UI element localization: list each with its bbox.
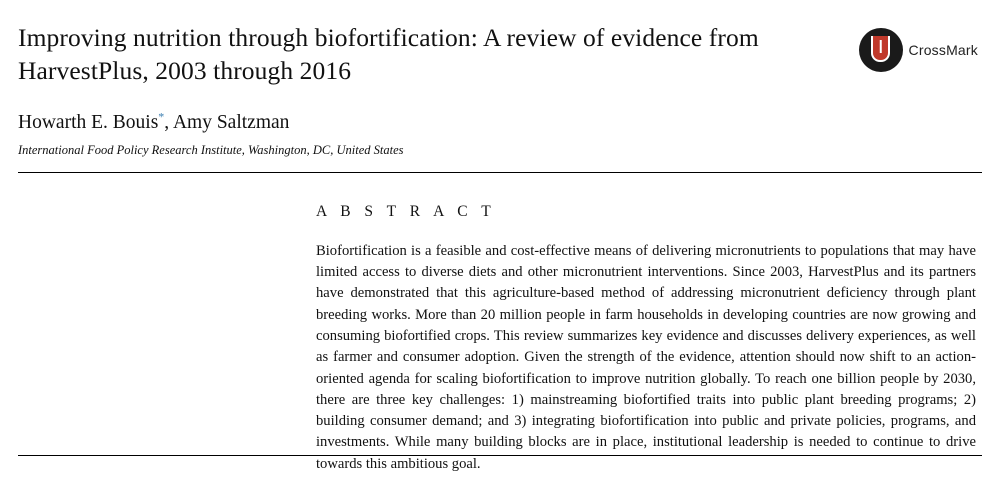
abstract-heading: A B S T R A C T	[316, 202, 496, 220]
abstract-gutter	[18, 203, 316, 475]
header-divider	[18, 172, 982, 173]
abstract-text: Biofortification is a feasible and cost-effective means of delivering micronutrients to populations that may have limited access to diverse diets and other micronutrient interventions. Since 2003, HarvestPlus and its partners have demonstrated that this agriculture-based method of addressing micronutrient deficiency through plant breeding works. More than 20 million people in farm households in developing countries are now growing and consuming biofortified crops. This review summarizes key evidence and discusses delivery experiences, as well as farmer and consumer adoption. Given the strength of the evidence, attention should now shift to an action-oriented agenda for scaling biofortification to improve nutrition globally. To reach one billion people by 2030, there are three key challenges: 1) mainstreaming biofortified traits into public plant breeding programs; 2) building consumer demand; and 3) integrating biofortification into public and private policies, programs, and investments. While many building blocks are in place, institutional leadership is needed to continue to drive towards this ambitious goal.	[316, 242, 976, 472]
crossmark-label: CrossMark	[908, 42, 978, 58]
title-and-crossmark-row	[18, 0, 982, 87]
affiliation: International Food Policy Research Institute, Washington, DC, United States	[18, 142, 404, 157]
crossmark-shield-shape	[871, 36, 890, 62]
title-block	[18, 22, 838, 87]
footer-divider	[18, 455, 982, 456]
author-footnote-marker[interactable]: *	[158, 109, 165, 124]
abstract-section	[18, 203, 982, 475]
crossmark-badge[interactable]	[859, 28, 978, 72]
crossmark-logo-icon	[859, 28, 903, 72]
page-title: Improving nutrition through biofortification: A review of evidence from HarvestPlus, 2003 through 2016	[18, 23, 759, 85]
author-names: Howarth E. Bouis*, Amy Saltzman	[18, 109, 290, 133]
author-list	[18, 109, 982, 134]
abstract-body	[316, 203, 982, 475]
